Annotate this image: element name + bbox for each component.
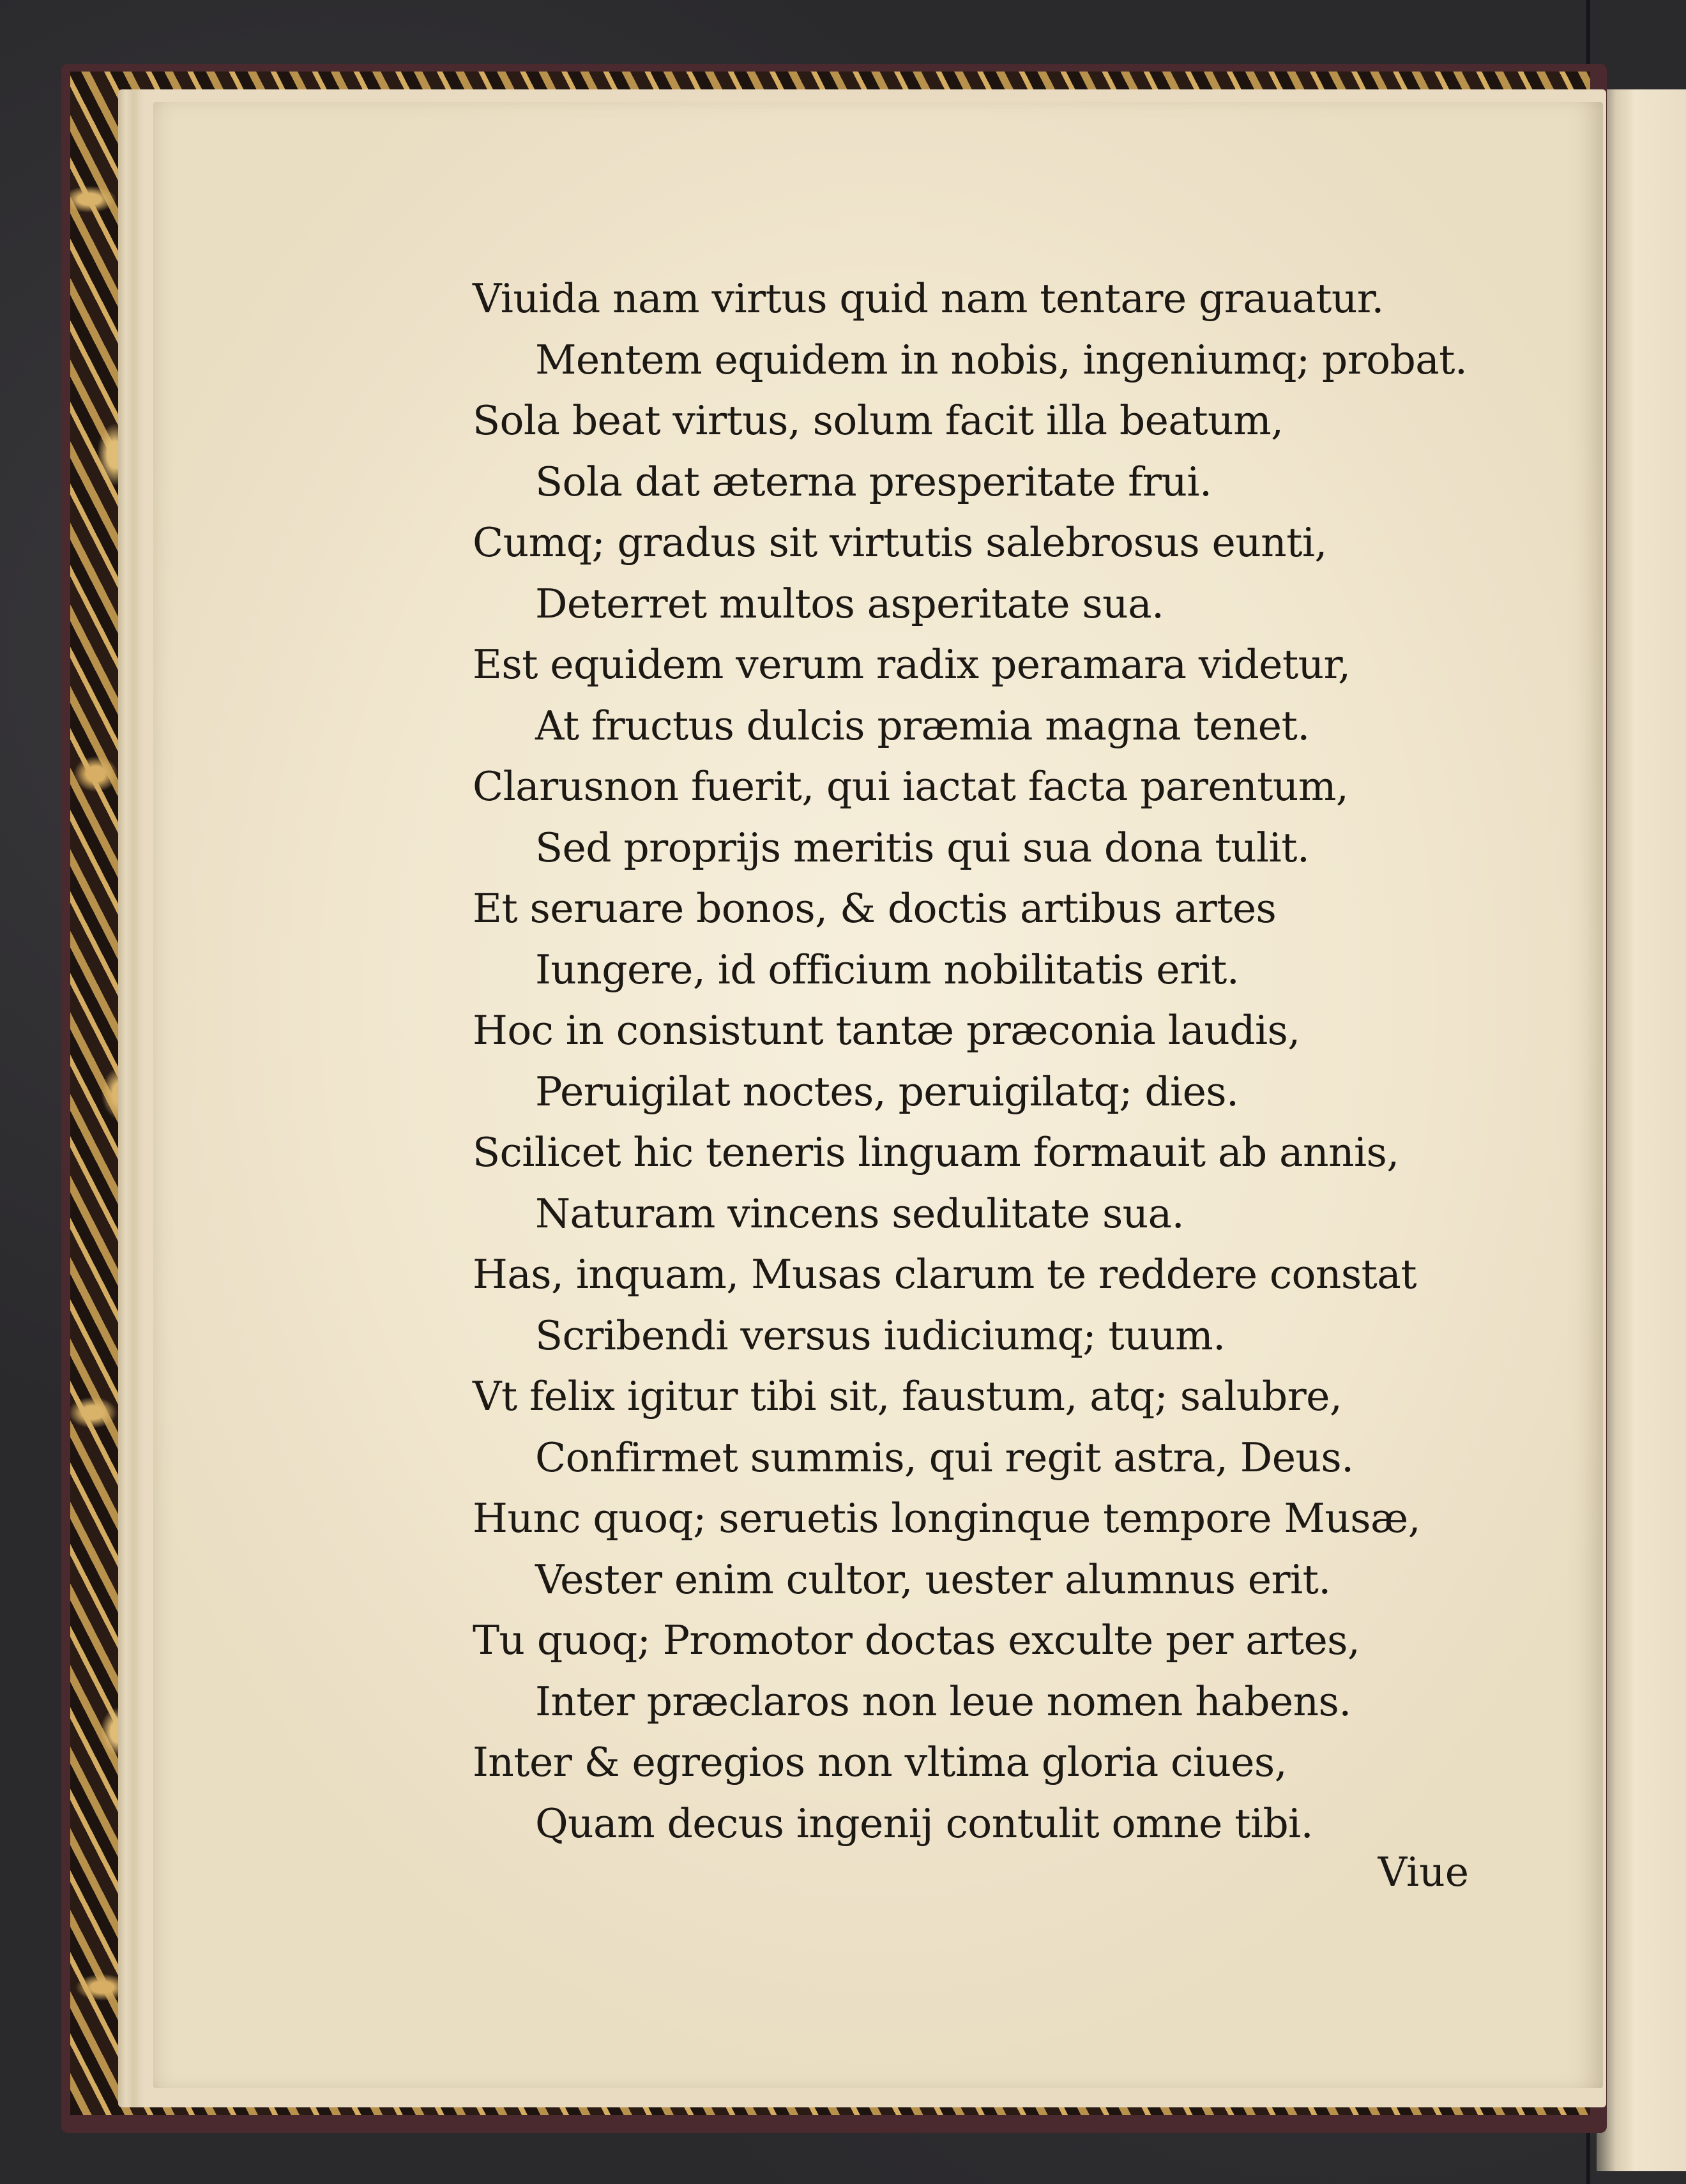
- verse-line: Sed proprijs meritis qui sua dona tulit.: [535, 824, 1310, 871]
- verse-line: Deterret multos asperitate sua.: [535, 580, 1164, 627]
- verse-line: Scilicet hic teneris linguam formauit ab annis,: [473, 1129, 1399, 1176]
- facing-page-edge: [1597, 89, 1686, 2171]
- verse-line: Hoc in consistunt tantæ præconia laudis,: [473, 1007, 1300, 1054]
- verse-line: Hunc quoq; seruetis longinque tempore Musæ,: [473, 1495, 1421, 1542]
- verse-line: Clarusnon fuerit, qui iactat facta parentum,: [473, 763, 1349, 810]
- verse-line: Sola dat æterna presperitate frui.: [535, 458, 1212, 505]
- verse-line: Mentem equidem in nobis, ingeniumq; probat.: [535, 336, 1468, 383]
- poem-text-block: [473, 268, 1507, 1854]
- verse-line: Peruigilat noctes, peruigilatq; dies.: [535, 1068, 1239, 1115]
- verse-line: Inter præclaros non leue nomen habens.: [535, 1678, 1351, 1725]
- verse-line: Viuida nam virtus quid nam tentare grauatur.: [473, 275, 1384, 322]
- verse-line: Quam decus ingenij contulit omne tibi.: [535, 1800, 1314, 1847]
- verse-line: Confirmet summis, qui regit astra, Deus.: [535, 1434, 1354, 1481]
- verse-line: Tu quoq; Promotor doctas exculte per artes,: [473, 1617, 1360, 1664]
- verse-line: Vt felix igitur tibi sit, faustum, atq; salubre,: [473, 1373, 1342, 1420]
- verse-line: Scribendi versus iudiciumq; tuum.: [535, 1312, 1226, 1359]
- verse-line: Sola beat virtus, solum facit illa beatum,: [473, 397, 1284, 444]
- verse-line: Est equidem verum radix peramara videtur,: [473, 641, 1351, 688]
- verse-line: Naturam vincens sedulitate sua.: [535, 1190, 1185, 1237]
- verse-line: Inter & egregios non vltima gloria ciues,: [473, 1739, 1287, 1786]
- verse-line: Iungere, id officium nobilitatis erit.: [535, 946, 1240, 993]
- verse-line: Has, inquam, Musas clarum te reddere constat: [473, 1251, 1416, 1298]
- catchword: Viue: [1378, 1849, 1469, 1895]
- verse-line: Cumq; gradus sit virtutis salebrosus eunti,: [473, 519, 1327, 566]
- verse-line: Et seruare bonos, & doctis artibus artes: [473, 885, 1277, 932]
- verse-line: At fructus dulcis præmia magna tenet.: [535, 702, 1310, 749]
- verse-line: Vester enim cultor, uester alumnus erit.: [535, 1556, 1331, 1603]
